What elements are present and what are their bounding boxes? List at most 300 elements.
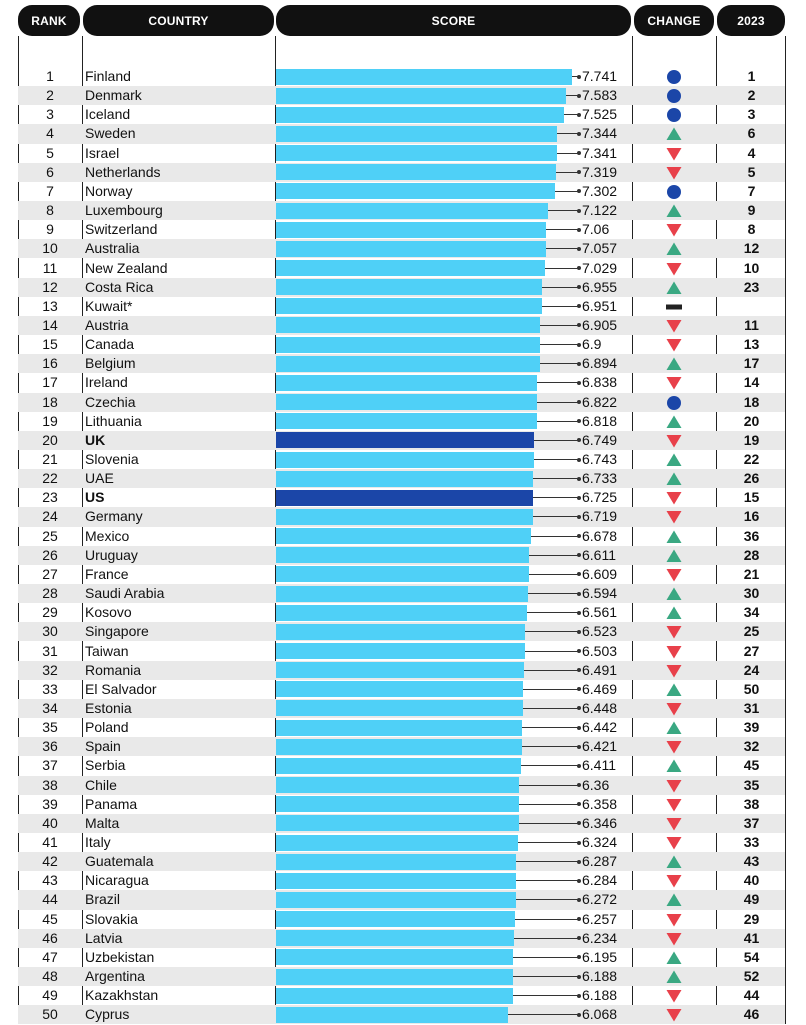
score-leader-dot [577, 706, 581, 710]
rank-cell: 6 [46, 163, 54, 180]
score-bar [276, 394, 537, 410]
score-leader-dot [577, 151, 581, 155]
rank-cell: 40 [42, 814, 58, 831]
score-bar [276, 873, 516, 889]
rank-2023-cell: 11 [744, 316, 759, 333]
rank-cell: 38 [42, 776, 58, 793]
table-row [18, 412, 785, 431]
table-row [18, 450, 785, 469]
change-up-icon [666, 758, 682, 774]
rank-2023-cell [718, 297, 785, 316]
score-value: 7.319 [582, 163, 618, 180]
score-leader-line [516, 861, 580, 862]
score-leader-line [524, 670, 580, 671]
score-leader-line [519, 804, 580, 805]
table-row [18, 124, 785, 143]
score-bar [276, 643, 525, 659]
score-leader-dot [577, 553, 581, 557]
country-name: Poland [85, 719, 129, 736]
score-value: 6.955 [582, 278, 618, 295]
change-up-icon [666, 356, 682, 372]
change-up-icon [666, 203, 682, 219]
score-leader-dot [577, 572, 581, 576]
score-bar [276, 988, 513, 1004]
country-name: Guatemala [85, 853, 154, 870]
change-down-icon [666, 318, 682, 334]
score-leader-line [508, 1014, 580, 1015]
country-name: Mexico [85, 527, 130, 544]
score-bar [276, 222, 546, 238]
table-row [18, 565, 785, 584]
table-row [18, 278, 785, 297]
score-bar [276, 662, 524, 678]
score-leader-dot [577, 745, 581, 749]
score-leader-line [534, 440, 580, 441]
score-leader-line [521, 765, 580, 766]
score-bar [276, 509, 533, 525]
rank-cell: 49 [42, 987, 58, 1004]
change-new-icon [666, 299, 682, 315]
table-row [18, 642, 785, 661]
score-bar [276, 260, 545, 276]
score-leader-line [545, 268, 580, 269]
year-2023-header: 2023 [717, 5, 785, 36]
change-up-icon [666, 950, 682, 966]
rank-cell: 2 [46, 87, 54, 104]
country-name: Germany [85, 508, 143, 525]
score-leader-dot [577, 687, 581, 691]
rank-2023-cell: 14 [743, 374, 760, 391]
change-down-icon [666, 146, 682, 162]
change-down-icon [666, 835, 682, 851]
score-leader-dot [577, 343, 581, 347]
score-leader-dot [577, 917, 581, 921]
score-bar [276, 356, 540, 372]
score-value: 6.324 [582, 834, 618, 850]
rank-2023-cell: 4 [747, 144, 756, 161]
score-leader-dot [577, 975, 581, 979]
rank-cell: 34 [42, 699, 58, 716]
change-down-icon [666, 701, 682, 717]
country-name: Panama [85, 795, 138, 812]
country-name: Estonia [85, 699, 132, 716]
country-name: Uruguay [85, 546, 138, 563]
rank-2023-cell: 39 [743, 719, 760, 736]
change-up-icon [666, 471, 682, 487]
table-row [18, 871, 785, 890]
country-name: Lithuania [85, 412, 142, 429]
country-name: Canada [85, 336, 135, 353]
score-value: 7.029 [582, 259, 618, 276]
score-bar [276, 700, 523, 716]
score-bar [276, 317, 540, 333]
score-leader-line [514, 938, 580, 939]
score-leader-line [523, 689, 580, 690]
score-value: 6.594 [582, 585, 618, 602]
country-name: UAE [85, 470, 114, 487]
score-value: 6.733 [582, 470, 618, 487]
rank-2023-cell: 40 [743, 872, 760, 889]
country-name: Kazakhstan [85, 987, 159, 1004]
score-leader-line [529, 555, 580, 556]
score-leader-dot [577, 381, 581, 385]
change-up-icon [666, 892, 682, 908]
change-down-icon [666, 1007, 682, 1023]
rank-2023-cell: 20 [743, 412, 760, 429]
score-leader-dot [577, 860, 581, 864]
table-row [18, 967, 785, 986]
change-same-icon [666, 69, 682, 85]
score-bar [276, 88, 566, 104]
change-up-icon [666, 529, 682, 545]
table-row [18, 795, 785, 814]
table-row [18, 1005, 785, 1024]
score-value: 6.822 [582, 393, 618, 410]
table-row [18, 546, 785, 565]
change-down-icon [666, 816, 682, 832]
rank-2023-cell: 1 [747, 68, 756, 84]
country-name: Costa Rica [85, 278, 154, 295]
change-same-icon [666, 88, 682, 104]
rank-cell: 29 [42, 604, 58, 621]
score-bar [276, 911, 515, 927]
rank-cell: 28 [42, 585, 58, 602]
score-bar [276, 815, 519, 831]
table-row [18, 737, 785, 756]
table-row [18, 948, 785, 967]
score-leader-dot [577, 189, 581, 193]
score-value: 7.057 [582, 240, 618, 257]
score-value: 6.609 [582, 565, 618, 582]
score-value: 6.188 [582, 968, 618, 985]
rank-2023-cell: 15 [743, 489, 760, 506]
score-value: 7.741 [582, 68, 618, 84]
score-leader-line [540, 325, 580, 326]
rank-cell: 27 [42, 565, 58, 582]
score-leader-line [513, 957, 580, 958]
score-bar [276, 605, 527, 621]
rank-cell: 5 [46, 144, 54, 161]
score-bar [276, 969, 513, 985]
country-name: Saudi Arabia [85, 585, 165, 602]
score-leader-dot [577, 75, 581, 79]
score-leader-dot [577, 802, 581, 806]
rank-2023-cell: 12 [743, 240, 760, 257]
rank-2023-cell: 43 [743, 853, 760, 870]
rank-2023-cell: 32 [743, 738, 760, 755]
table-row [18, 105, 785, 124]
score-value: 6.678 [582, 527, 618, 544]
table-row [18, 756, 785, 775]
score-value: 6.346 [582, 814, 618, 831]
score-leader-line [523, 708, 580, 709]
score-leader-line [525, 631, 580, 632]
rank-cell: 35 [42, 719, 58, 736]
country-name: France [85, 565, 129, 582]
change-down-icon [666, 261, 682, 277]
score-leader-dot [577, 630, 581, 634]
table-row [18, 67, 785, 86]
score-value: 7.341 [582, 144, 618, 161]
table-row [18, 603, 785, 622]
change-down-icon [666, 797, 682, 813]
score-leader-line [537, 421, 580, 422]
change-down-icon [666, 222, 682, 238]
score-leader-dot [577, 994, 581, 998]
score-leader-line [516, 899, 580, 900]
change-down-icon [666, 567, 682, 583]
change-down-icon [666, 375, 682, 391]
table-row [18, 144, 785, 163]
table-row [18, 680, 785, 699]
country-name: Australia [85, 240, 140, 257]
change-down-icon [666, 739, 682, 755]
rank-cell: 26 [42, 546, 58, 563]
change-down-icon [666, 509, 682, 525]
rank-cell: 19 [42, 412, 58, 429]
table-row [18, 182, 785, 201]
country-header: COUNTRY [83, 5, 274, 36]
rank-2023-cell: 3 [747, 106, 756, 123]
score-value: 7.302 [582, 182, 618, 199]
change-up-icon [666, 548, 682, 564]
score-leader-dot [577, 209, 581, 213]
score-leader-dot [577, 515, 581, 519]
score-leader-dot [577, 783, 581, 787]
score-leader-line [515, 919, 580, 920]
change-same-icon [666, 107, 682, 123]
change-up-icon [666, 241, 682, 257]
score-bar [276, 452, 534, 468]
table-row [18, 661, 785, 680]
country-name: Uzbekistan [85, 948, 155, 965]
change-up-icon [666, 720, 682, 736]
rank-2023-cell: 16 [743, 508, 760, 525]
score-bar [276, 624, 525, 640]
score-leader-dot [577, 955, 581, 959]
rank-cell: 47 [42, 948, 58, 965]
country-name: Belgium [85, 355, 136, 372]
table-row [18, 986, 785, 1005]
rank-2023-cell: 45 [743, 757, 760, 774]
country-name: Singapore [85, 623, 149, 640]
score-value: 7.525 [582, 106, 618, 123]
change-down-icon [666, 337, 682, 353]
rank-cell: 39 [42, 795, 58, 812]
table-row [18, 776, 785, 795]
change-up-icon [666, 854, 682, 870]
rank-cell: 1 [46, 68, 54, 84]
score-bar [276, 854, 516, 870]
rank-2023-cell: 25 [743, 623, 760, 640]
rank-cell: 12 [42, 278, 58, 295]
score-bar [276, 279, 542, 295]
table-row [18, 507, 785, 526]
table-row [18, 910, 785, 929]
country-name: UK [85, 431, 106, 448]
country-name: Iceland [85, 106, 131, 123]
table-row [18, 469, 785, 488]
rank-cell: 45 [42, 910, 58, 927]
table-row [18, 431, 785, 450]
score-leader-dot [577, 1013, 581, 1017]
score-leader-dot [577, 649, 581, 653]
rank-cell: 32 [42, 661, 58, 678]
score-value: 6.272 [582, 891, 618, 908]
rank-cell: 30 [42, 623, 58, 640]
score-value: 6.421 [582, 738, 618, 755]
score-value: 6.818 [582, 412, 618, 429]
country-name: Chile [85, 776, 117, 793]
rank-cell: 18 [42, 393, 58, 410]
country-name: Sweden [85, 125, 136, 142]
score-value: 6.411 [582, 757, 616, 774]
table-row [18, 890, 785, 909]
rank-2023-cell: 49 [743, 891, 760, 908]
change-up-icon [666, 280, 682, 296]
rank-cell: 37 [42, 757, 58, 774]
country-name: Romania [85, 661, 142, 678]
rank-2023-cell: 9 [747, 202, 756, 219]
score-value: 6.068 [582, 1006, 618, 1023]
rank-2023-cell: 54 [743, 948, 760, 965]
score-value: 6.257 [582, 910, 618, 927]
table-row [18, 354, 785, 373]
score-bar [276, 777, 519, 793]
score-value: 6.838 [582, 374, 618, 391]
score-bar [276, 164, 556, 180]
score-leader-line [540, 363, 580, 364]
rank-header: RANK [18, 5, 80, 36]
table-row [18, 220, 785, 239]
score-leader-line [518, 842, 580, 843]
score-bar [276, 720, 522, 736]
score-bar [276, 241, 546, 257]
score-bar [276, 796, 519, 812]
country-name: Ireland [85, 374, 128, 391]
score-value: 6.951 [582, 297, 618, 314]
rank-2023-cell: 13 [743, 336, 760, 353]
score-leader-dot [577, 132, 581, 136]
score-bar [276, 528, 531, 544]
score-leader-line [519, 823, 580, 824]
country-name: El Salvador [85, 680, 157, 697]
table-row [18, 814, 785, 833]
country-name: Slovenia [85, 451, 139, 467]
table-row [18, 335, 785, 354]
score-leader-line [529, 574, 580, 575]
score-leader-line [519, 785, 580, 786]
change-up-icon [666, 586, 682, 602]
score-bar [276, 1007, 508, 1023]
rank-cell: 44 [42, 891, 58, 908]
country-name: Nicaragua [85, 872, 149, 889]
rank-cell: 15 [42, 336, 58, 353]
rank-cell: 10 [42, 240, 58, 257]
score-leader-dot [577, 668, 581, 672]
rank-2023-cell: 22 [743, 451, 760, 467]
country-name: Denmark [85, 87, 142, 104]
score-leader-line [513, 995, 580, 996]
rank-2023-cell: 8 [747, 221, 756, 238]
table-row [18, 584, 785, 603]
rank-cell: 9 [46, 221, 54, 238]
rank-2023-cell: 36 [743, 527, 760, 544]
table-row [18, 718, 785, 737]
score-leader-dot [577, 285, 581, 289]
rank-2023-cell: 44 [743, 987, 760, 1004]
table-row [18, 316, 785, 335]
score-leader-dot [577, 898, 581, 902]
rank-cell: 48 [42, 968, 58, 985]
change-down-icon [666, 644, 682, 660]
change-header: CHANGE [634, 5, 714, 36]
score-bar [276, 547, 529, 563]
rank-2023-cell: 46 [743, 1006, 760, 1023]
score-leader-line [546, 248, 580, 249]
country-name: Cyprus [85, 1006, 130, 1023]
score-leader-line [527, 612, 580, 613]
score-value: 6.469 [582, 680, 618, 697]
country-name: Spain [85, 738, 121, 755]
score-value: 6.749 [582, 431, 618, 448]
rank-2023-cell: 50 [743, 680, 760, 697]
rank-cell: 24 [42, 508, 58, 525]
score-leader-line [537, 402, 580, 403]
country-name: Serbia [85, 757, 126, 774]
table-row [18, 699, 785, 718]
score-bar [276, 566, 529, 582]
rank-cell: 7 [46, 182, 54, 199]
score-value: 6.358 [582, 795, 618, 812]
rank-2023-cell: 35 [743, 776, 760, 793]
score-bar [276, 183, 555, 199]
score-leader-dot [577, 841, 581, 845]
change-down-icon [666, 624, 682, 640]
rank-cell: 25 [42, 527, 58, 544]
country-name: Netherlands [85, 163, 161, 180]
score-leader-line [525, 651, 580, 652]
score-leader-line [542, 306, 580, 307]
rank-cell: 50 [42, 1006, 58, 1023]
change-down-icon [666, 912, 682, 928]
score-leader-dot [577, 362, 581, 366]
change-same-icon [666, 395, 682, 411]
score-leader-dot [577, 879, 581, 883]
rank-cell: 21 [42, 451, 58, 467]
rank-cell: 11 [42, 259, 58, 276]
score-leader-line [522, 746, 580, 747]
table-row [18, 622, 785, 641]
score-leader-dot [577, 247, 581, 251]
score-leader-dot [577, 323, 581, 327]
change-up-icon [666, 682, 682, 698]
table-row [18, 527, 785, 546]
table-row [18, 297, 785, 316]
rank-cell: 36 [42, 738, 58, 755]
table-row [18, 86, 785, 105]
score-leader-line [537, 382, 580, 383]
change-up-icon [666, 605, 682, 621]
rank-cell: 4 [46, 125, 54, 142]
score-leader-dot [577, 228, 581, 232]
rank-cell: 41 [42, 834, 58, 850]
score-leader-dot [577, 458, 581, 462]
rank-2023-cell: 17 [743, 355, 760, 372]
rank-cell: 42 [42, 853, 58, 870]
score-leader-line [531, 536, 580, 537]
rank-2023-cell: 6 [747, 125, 756, 142]
